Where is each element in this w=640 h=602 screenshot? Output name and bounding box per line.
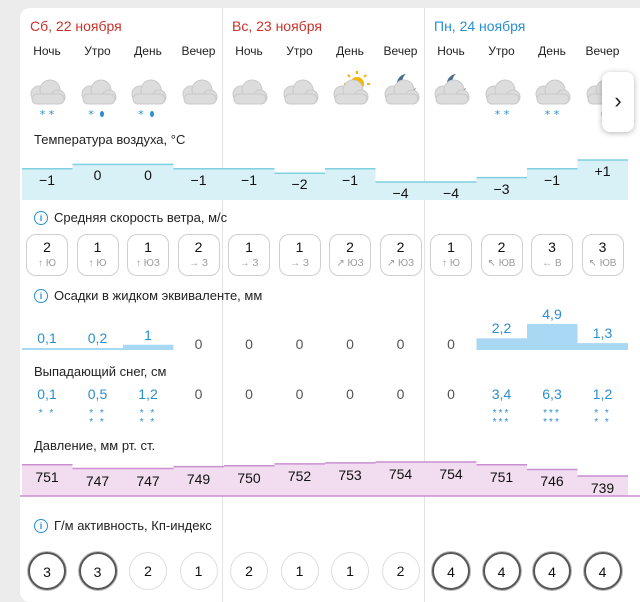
kp-index-badge[interactable]: 2: [230, 552, 268, 590]
next-arrow-button[interactable]: ›: [602, 72, 634, 132]
period-label: Ночь: [33, 44, 61, 58]
temperature-title: Температура воздуха, °C: [34, 132, 186, 147]
precip-value: 0: [346, 336, 354, 352]
pressure-value: 751: [489, 468, 514, 485]
info-icon[interactable]: i: [34, 289, 48, 303]
cloud-icon: [275, 66, 325, 126]
temperature-value: −3: [493, 180, 510, 197]
snowflake-icon: * *: [38, 408, 56, 419]
snowflake-icon: *** ***: [492, 408, 511, 428]
wind-speed: 3: [548, 239, 556, 255]
wind-tile[interactable]: [329, 234, 371, 276]
precip-bar: [123, 345, 174, 350]
svg-text:* *: * *: [494, 108, 509, 121]
period-label: Ночь: [437, 44, 465, 58]
snow-title: Выпадающий снег, см: [34, 364, 167, 379]
day-header-sun[interactable]: Вс, 23 ноября: [232, 18, 322, 34]
wind-direction: ↗ ЮЗ: [336, 258, 364, 269]
wind-direction: ↑ Ю: [442, 258, 460, 269]
pressure-value: 754: [439, 466, 463, 482]
wind-direction: ↑ Ю: [38, 258, 56, 269]
wind-speed: 1: [295, 239, 304, 255]
pressure-value: 746: [540, 473, 564, 490]
cloud-moon-icon: [376, 66, 426, 126]
temperature-value: −1: [544, 171, 560, 188]
cloud-snow-icon: [527, 66, 577, 126]
temperature-value: −1: [342, 171, 358, 188]
pressure-value: 749: [186, 470, 211, 487]
wind-direction: ↑ ЮЗ: [136, 258, 160, 269]
temperature-value: −2: [291, 176, 308, 193]
svg-text:* *: * *: [544, 108, 560, 121]
snow-value: 0: [295, 386, 304, 402]
wind-speed: 2: [346, 239, 354, 255]
pressure-value: 751: [35, 468, 59, 485]
wind-tile[interactable]: [127, 234, 169, 276]
kp-title-label: Г/м активность, Кп-индекс: [54, 518, 212, 533]
wind-tile[interactable]: [26, 234, 68, 276]
precip-bar: [73, 348, 124, 350]
precip-title-label: Осадки в жидком эквиваленте, мм: [54, 288, 263, 303]
wind-speed: 3: [598, 239, 607, 255]
temperature-value: 0: [93, 167, 102, 184]
info-icon[interactable]: i: [34, 519, 48, 533]
precip-value: 0: [245, 336, 253, 352]
kp-index-badge[interactable]: 4: [483, 552, 521, 590]
kp-index-badge[interactable]: 4: [584, 552, 622, 590]
pressure-value: 750: [237, 469, 261, 486]
cloud-icon: [174, 66, 224, 126]
precip-value: 4,9: [542, 306, 562, 322]
kp-index-badge[interactable]: 1: [180, 552, 218, 590]
snow-value: 0,1: [37, 386, 57, 402]
wind-direction: ↖ ЮВ: [588, 258, 617, 269]
info-icon[interactable]: i: [34, 211, 48, 225]
precip-value: 1,3: [592, 325, 613, 342]
svg-text:*: *: [87, 108, 94, 121]
wind-speed: 2: [43, 239, 51, 255]
period-label: День: [538, 44, 566, 58]
pressure-value: 752: [287, 467, 312, 484]
period-label: Ночь: [235, 44, 263, 58]
forecast-card: [20, 8, 640, 602]
snow-value: 0,5: [87, 386, 108, 402]
kp-index-badge[interactable]: 4: [432, 552, 470, 590]
precip-bar: [527, 324, 578, 350]
precip-value: 1: [144, 326, 152, 343]
temperature-value: −1: [190, 171, 207, 188]
temperature-value: +1: [594, 163, 611, 179]
snowflake-icon: *** ***: [543, 408, 561, 428]
temperature-value: −4: [392, 185, 409, 201]
kp-index-badge[interactable]: 1: [281, 552, 319, 590]
cloud-sun-icon: [325, 66, 375, 126]
period-label: День: [336, 44, 364, 58]
period-label: Утро: [84, 44, 111, 58]
wind-direction: ↖ ЮВ: [487, 258, 516, 269]
snow-value: 0: [396, 386, 405, 402]
snow-value: 3,4: [491, 386, 512, 402]
precip-bar: [477, 338, 528, 350]
wind-tile[interactable]: [481, 234, 523, 276]
kp-index-badge[interactable]: 1: [331, 552, 369, 590]
snowflake-icon: * * * *: [89, 408, 106, 428]
svg-text:*: *: [138, 108, 144, 121]
pressure-value: 754: [388, 466, 413, 482]
wind-speed: 1: [245, 239, 253, 255]
day-header-mon[interactable]: Пн, 24 ноября: [434, 18, 526, 34]
kp-index-badge[interactable]: 2: [129, 552, 167, 590]
precip-bar: [578, 343, 629, 350]
temperature-value: −1: [241, 171, 257, 188]
period-label: Вечер: [181, 44, 216, 58]
snow-value: 1,2: [138, 386, 158, 402]
precip-value: 0: [295, 336, 304, 352]
temperature-value: −1: [39, 171, 55, 188]
wind-speed: 1: [447, 239, 455, 255]
wind-tile[interactable]: [77, 234, 119, 276]
snow-value: 0: [346, 386, 354, 402]
wind-direction: → З: [239, 258, 259, 269]
precip-value: 0,2: [87, 330, 108, 346]
wind-direction: → З: [290, 258, 309, 269]
day-header-sat[interactable]: Сб, 22 ноября: [30, 18, 122, 34]
kp-index-badge[interactable]: 3: [79, 552, 117, 590]
wind-title-label: Средняя скорость ветра, м/с: [54, 210, 228, 225]
snow-value: 0: [194, 386, 203, 402]
wind-direction: ↗ ЮЗ: [386, 258, 415, 269]
wind-tile[interactable]: [228, 234, 270, 276]
cloud-snow-rain-icon: [123, 66, 173, 126]
cloud-snow-rain-icon: [73, 66, 123, 126]
pressure-value: 753: [338, 466, 362, 483]
period-label: Вечер: [585, 44, 620, 58]
pressure-value: 747: [136, 472, 160, 489]
precip-bar: [22, 348, 73, 350]
precip-value: 0: [447, 336, 455, 352]
wind-direction: ← В: [542, 258, 562, 269]
snow-value: 1,2: [592, 386, 613, 402]
pressure-value: 739: [590, 480, 615, 496]
cloud-moon-icon: [426, 66, 476, 126]
precip-value: 0: [396, 336, 405, 352]
wind-tile[interactable]: [531, 234, 573, 276]
snowflake-icon: * * * *: [139, 408, 157, 428]
snowflake-icon: * * * *: [594, 408, 611, 428]
precip-title: [34, 288, 262, 303]
period-label: День: [134, 44, 162, 58]
kp-title: [34, 518, 212, 533]
cloud-snow-icon: [22, 66, 72, 126]
temperature-value: 0: [144, 167, 152, 184]
precip-value: 0,1: [37, 330, 57, 346]
kp-index-badge[interactable]: 2: [382, 552, 420, 590]
snow-value: 0: [447, 386, 455, 402]
svg-text:* *: * *: [39, 108, 55, 121]
kp-index-badge[interactable]: 4: [533, 552, 571, 590]
wind-speed: 1: [144, 239, 152, 255]
wind-direction: ↑ Ю: [88, 258, 107, 269]
snow-value: 6,3: [542, 386, 562, 402]
precip-value: 0: [194, 336, 203, 352]
pressure-title: Давление, мм рт. ст.: [34, 438, 156, 453]
wind-speed: 2: [497, 239, 506, 255]
wind-title: [34, 210, 227, 225]
precip-value: 2,2: [491, 320, 512, 337]
wind-tile[interactable]: [582, 234, 624, 276]
cloud-snow-icon: [477, 66, 527, 126]
wind-tile[interactable]: [430, 234, 472, 276]
pressure-value: 747: [85, 472, 110, 489]
wind-tile[interactable]: [380, 234, 422, 276]
snow-value: 0: [245, 386, 253, 402]
wind-speed: 2: [194, 239, 203, 255]
period-label: Вечер: [383, 44, 418, 58]
wind-direction: → З: [189, 258, 208, 269]
kp-index-badge[interactable]: 3: [28, 552, 66, 590]
period-label: Утро: [488, 44, 515, 58]
wind-speed: 1: [93, 239, 102, 255]
cloud-icon: [224, 66, 274, 126]
wind-tile[interactable]: [279, 234, 321, 276]
period-label: Утро: [286, 44, 313, 58]
wind-tile[interactable]: [178, 234, 220, 276]
wind-speed: 2: [396, 239, 405, 255]
temperature-value: −4: [443, 185, 459, 201]
